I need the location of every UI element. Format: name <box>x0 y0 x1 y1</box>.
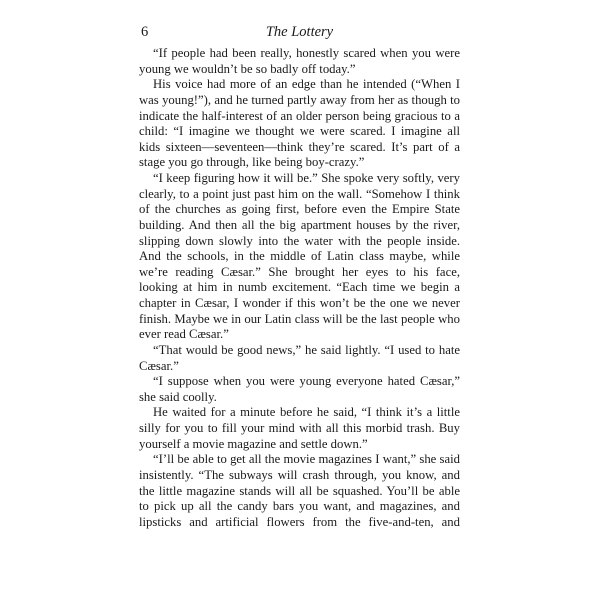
book-page <box>139 0 460 600</box>
page-number: 6 <box>141 24 149 40</box>
paragraph: He waited for a minute before he said, “I think it’s a little silly for you to fill your mind with all this morbid trash. Buy yourself a movie magazine and settle down.” <box>139 405 460 451</box>
text-body <box>139 46 460 530</box>
paragraph: His voice had more of an edge than he intended (“When I was young!”), and he turned partly away from her as though to indicate the half-interest of an older person being gracious to a child: “I imagine we thought we were scared. I imagine all kids sixteen—seventeen—think they’re scared. It’s part of a stage you go through, like being boy-crazy.” <box>139 77 460 170</box>
paragraph: “I keep figuring how it will be.” She spoke very softly, very clearly, to a point just past him on the wall. “Somehow I think of the churches as going first, before even the Empire State building. And then all the big apartment houses by the river, slipping down slowly into the water with the people inside. And the schools, in the middle of Latin class maybe, while we’re reading Cæsar.” She brought her eyes to his face, looking at him in numb excitement. “Each time we begin a chapter in Cæsar, I wonder if this won’t be the one we never finish. Maybe we in our Latin class will be the last people who ever read Cæsar.” <box>139 171 460 342</box>
paragraph: “That would be good news,” he said lightly. “I used to hate Cæsar.” <box>139 342 460 373</box>
book-title: The Lottery <box>265 24 334 40</box>
paragraph: “I suppose when you were young everyone hated Cæsar,” she said coolly. <box>139 374 460 404</box>
paragraph: “I’ll be able to get all the movie magazines I want,” she said insistently. “The subways will crash through, you know, and the little magazine stands will all be squashed. You’ll be able to pick up all the candy bars you want, and magazines, and lipsticks and artificial flowers from the five-and-ten, and <box>139 452 460 529</box>
running-head <box>139 22 460 44</box>
paragraph: “If people had been really, honestly scared when you were young we wouldn’t be so badly off today.” <box>139 46 460 76</box>
